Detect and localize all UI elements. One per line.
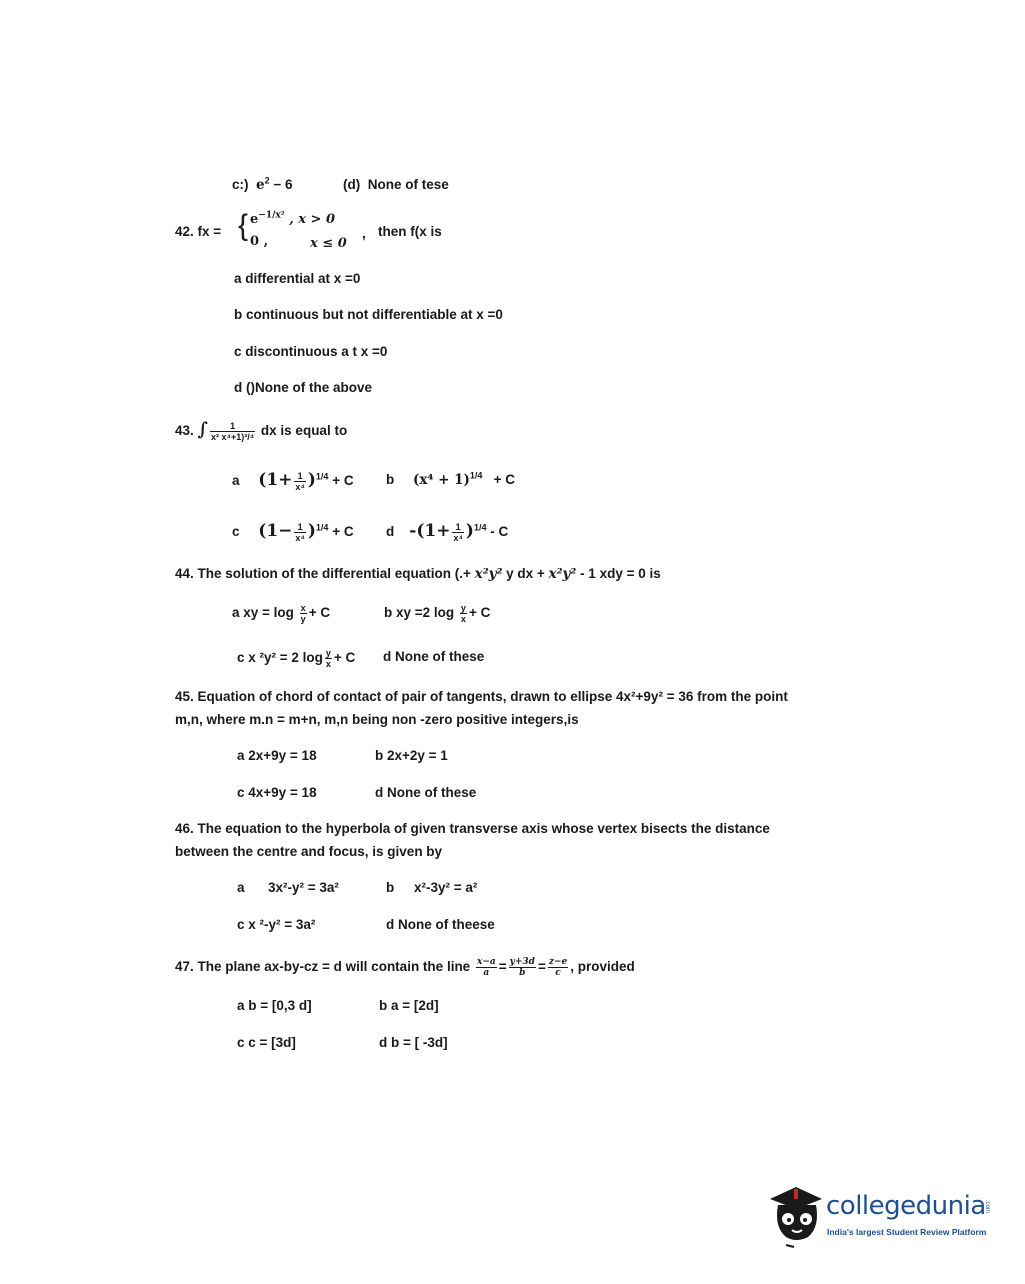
q42-suffix: then f(x is [378, 224, 442, 239]
brand-tagline: India's largest Student Review Platform [827, 1227, 987, 1237]
q43-option-a: a (1+ $\frac{1}{\text{x⁴}}$ )$^{1/4}$ + C [232, 470, 354, 492]
q42-comma: , [362, 226, 366, 241]
q43-option-c: c (1− $\frac{1}{\text{x⁴}}$ )$^{1/4}$ + C [232, 521, 354, 543]
q46-option-c: c x ²-y² = 3a² [237, 917, 316, 932]
q41-option-d: (d) None of tese [343, 177, 449, 192]
q44-option-a: a xy = log $\frac{x}{y}$ + C [232, 603, 331, 624]
q42-case2-cond: x ≤ 0 [310, 236, 347, 251]
q46-option-b-label: b [386, 880, 395, 895]
q46-line2: between the centre and focus, is given by [175, 844, 443, 859]
q44-stem: 44. The solution of the differential equation (.+ x²y² y dx + x²y² - 1 xdy = 0 is [175, 566, 661, 582]
q47-stem: 47. The plane ax-by-cz = d will contain the line $\frac{x-a}{a}$ = $\frac{y+3d}{b}$ = $\frac{z-e}{c}$ , provided [175, 957, 635, 978]
brand-wordmark: collegedunia [826, 1191, 986, 1221]
q42-option-c: c discontinuous a t x =0 [234, 344, 388, 359]
q42-prefix: 42. fx = [175, 224, 222, 239]
q47-option-b: b a = [2d] [379, 998, 439, 1013]
q45-option-b: b 2x+2y = 1 [375, 748, 448, 763]
q46-option-d: d None of theese [386, 917, 495, 932]
q43-prefix: 43. ∫ $\frac{1}{\text{x² x⁴+1)³/⁴}}$ dx is equal to [175, 419, 348, 442]
q45-line1: 45. Equation of chord of contact of pair of tangents, drawn to ellipse 4x²+9y² = 36 from the point [175, 689, 788, 704]
q47-option-c: c c = [3d] [237, 1035, 296, 1050]
q45-line2: m,n, where m.n = m+n, m,n being non -zero positive integers,is [175, 712, 579, 727]
q42-option-d: d ()None of the above [234, 380, 372, 395]
q43-option-d: d -(1+ $\frac{1}{\text{x⁴}}$ )$^{1/4}$ - C [386, 521, 509, 543]
q44-option-b: b xy =2 log $\frac{y}{x}$ + C [384, 603, 491, 624]
q42-option-b: b continuous but not differentiable at x =0 [234, 307, 503, 322]
q45-option-c: c 4x+9y = 18 [237, 785, 317, 800]
q42-option-a: a differential at x =0 [234, 271, 361, 286]
q42-brace: { [238, 209, 249, 242]
q43-option-b: b $(x^4 + 1)^{1/4}$ + C [386, 470, 516, 488]
q46-option-a: 3x²-y² = 3a² [268, 880, 339, 895]
q45-option-d: d None of these [375, 785, 477, 800]
q45-option-a: a 2x+9y = 18 [237, 748, 317, 763]
q46-line1: 46. The equation to the hyperbola of given transverse axis whose vertex bisects the distance [175, 821, 770, 836]
q44-option-c: c x ²y² = 2 log $\frac{y}{x}$ + C [237, 648, 356, 669]
q42-case1: $e^{-1/x^2}$ , x > 0 [250, 210, 336, 227]
q41-option-c: c:) $e^2 - 6$ [232, 175, 293, 193]
q47-option-d: d b = [ -3d] [379, 1035, 448, 1050]
q46-option-b: x²-3y² = a² [414, 880, 478, 895]
q47-option-a: a b = [0,3 d] [237, 998, 312, 1013]
q44-option-d: d None of these [383, 649, 485, 664]
brand-com: .com [984, 1200, 990, 1214]
q42-case2: 0 , [250, 234, 269, 249]
q46-option-a-label: a [237, 880, 245, 895]
